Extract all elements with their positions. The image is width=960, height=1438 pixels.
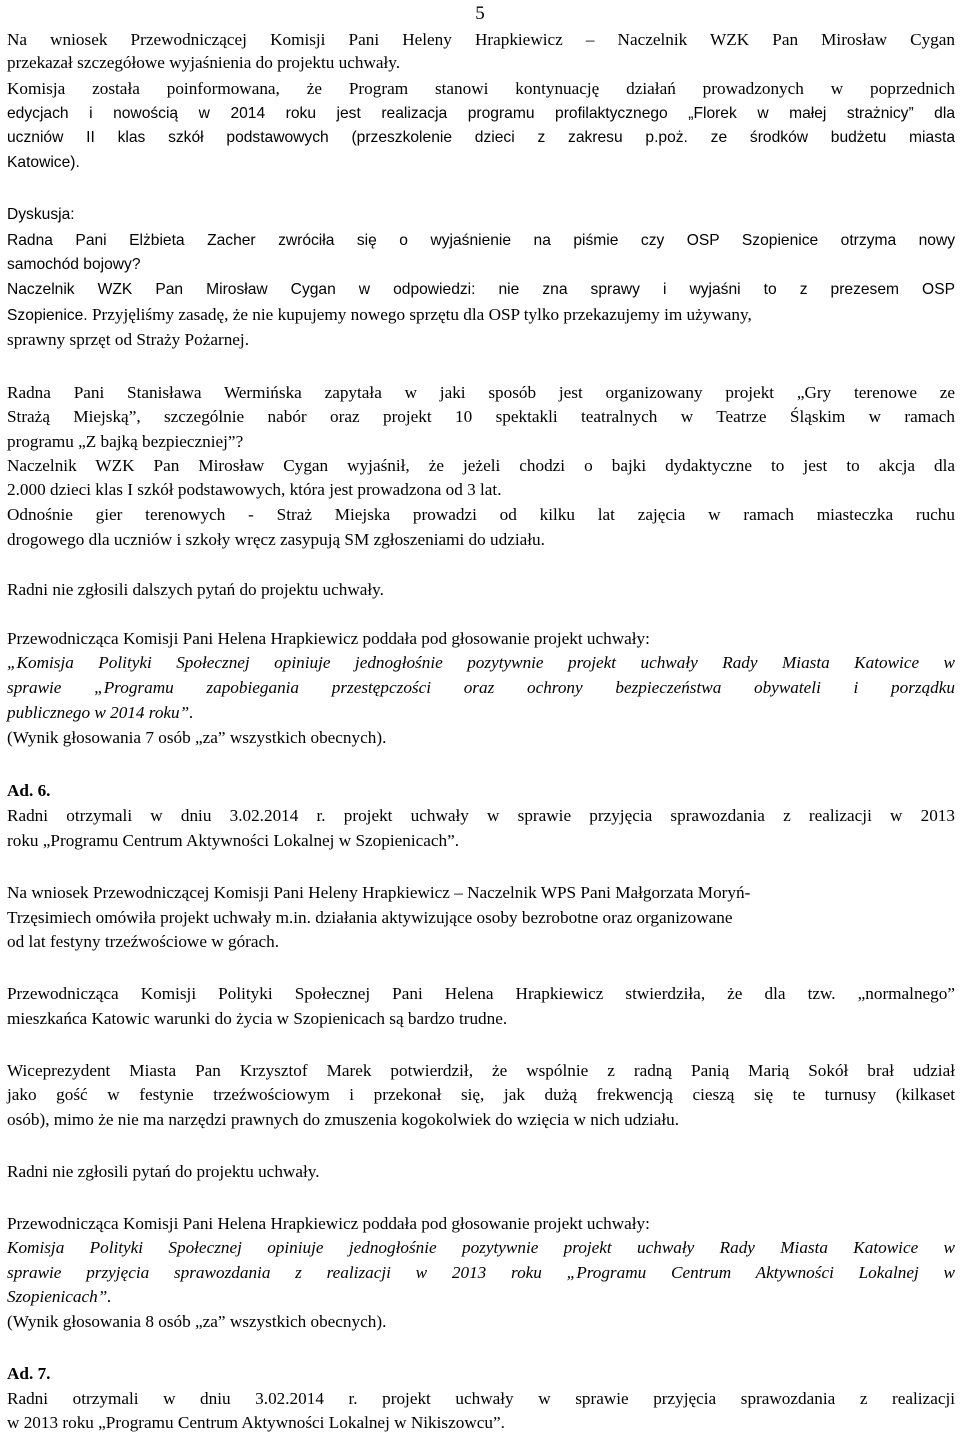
text-line: Przewodnicząca Komisji Pani Helena Hrapkiewicz poddała pod głosowanie projekt uchwały: [7,1214,650,1233]
text-line: Przewodnicząca Komisji Polityki Społecznej Pani Helena Hrapkiewicz stwierdziła, że dla tzw. „normalnego” [7,984,955,1003]
text-line [7,303,752,328]
text-line: Katowice). [7,154,80,171]
text-line: Na wniosek Przewodniczącej Komisji Pani Heleny Hrapkiewicz – Naczelnik WZK Pan Mirosław Cygan [7,30,955,49]
text-line: Radni otrzymali w dniu 3.02.2014 r. projekt uchwały w sprawie przyjęcia sprawozdania z realizacji [7,1389,955,1408]
text-line: Radna Pani Elżbieta Zacher zwróciła się o wyjaśnienie na piśmie czy OSP Szopienice otrzyma nowy [7,232,955,249]
text-line: sprawny sprzęt od Straży Pożarnej. [7,330,249,349]
resolution-text: sprawie przyjęcia sprawozdania z realizacji w 2013 roku „Programu Centrum Aktywności Lokalnej w [7,1263,955,1282]
text-line: Radni otrzymali w dniu 3.02.2014 r. projekt uchwały w sprawie przyjęcia sprawozdania z realizacji w 2013 [7,806,955,825]
text-line: roku „Programu Centrum Aktywności Lokalnej w Szopienicach”. [7,831,460,850]
agenda-item-heading: Ad. 7. [7,1364,51,1383]
text-line: Strażą Miejską”, szczególnie nabór oraz projekt 10 spektakli teatralnych w Teatrze Śląskim w ramach [7,407,955,426]
page-number: 5 [475,3,485,24]
text-line: Przewodnicząca Komisji Pani Helena Hrapkiewicz poddała pod głosowanie projekt uchwały: [7,629,650,648]
text-line: jako gość w festynie trzeźwościowym i przekonał się, jak dużą frekwencją cieszą się te turnusy (kilkaset [7,1085,955,1104]
text-fragment: Szopienice. [7,307,92,324]
text-line: Naczelnik WZK Pan Mirosław Cygan w odpowiedzi: nie zna sprawy i wyjaśni to z prezesem OSP [7,281,955,298]
text-line: Na wniosek Przewodniczącej Komisji Pani Heleny Hrapkiewicz – Naczelnik WPS Pani Małgorzata Moryń- [7,883,751,902]
text-line: osób), mimo że nie ma narzędzi prawnych do zmuszenia kogokolwiek do wzięcia w nich udziału. [7,1110,679,1129]
agenda-item-heading: Ad. 6. [7,781,51,800]
text-line: Trzęsimiech omówiła projekt uchwały m.in. działania aktywizujące osoby bezrobotne oraz organizowane [7,908,733,927]
text-line: Radni nie zgłosili dalszych pytań do projektu uchwały. [7,580,384,599]
text-line: Naczelnik WZK Pan Mirosław Cygan wyjaśnił, że jeżeli chodzi o bajki dydaktyczne to jest to akcja dla [7,456,955,475]
text-line: mieszkańca Katowic warunki do życia w Szopienicach są bardzo trudne. [7,1009,508,1028]
text-line: przekazał szczegółowe wyjaśnienia do projektu uchwały. [7,53,401,72]
text-line: 2.000 dzieci klas I szkół podstawowych, która jest prowadzona od 3 lat. [7,480,502,499]
text-line: Odnośnie gier terenowych - Straż Miejska prowadzi od kilku lat zajęcia w ramach miasteczka ruchu [7,505,955,524]
text-line: Radna Pani Stanisława Wermińska zapytała w jaki sposób jest organizowany projekt „Gry terenowe ze [7,383,955,402]
section-heading-dyskusja: Dyskusja: [7,206,75,223]
text-line: drogowego dla uczniów i szkoły wręcz zasypują SM zgłoszeniami do udziału. [7,530,545,549]
text-line: Wiceprezydent Miasta Pan Krzysztof Marek potwierdził, że wspólnie z radną Panią Marią Sokół brał udział [7,1061,955,1080]
resolution-text: Komisja Polityki Społecznej opiniuje jednogłośnie pozytywnie projekt uchwały Rady Miasta Katowice w [7,1238,955,1257]
vote-result: (Wynik głosowania 7 osób „za” wszystkich obecnych). [7,728,387,747]
resolution-text: publicznego w 2014 roku”. [7,703,194,722]
text-line: Komisja została poinformowana, że Program stanowi kontynuację działań prowadzonych w poprzednich [7,79,955,98]
vote-result: (Wynik głosowania 8 osób „za” wszystkich obecnych). [7,1312,387,1331]
text-line: edycjach i nowością w 2014 roku jest realizacja programu profilaktycznego „Florek w małej strażnicy” dla [7,105,955,122]
text-line: samochód bojowy? [7,256,141,273]
text-line: Radni nie zgłosili pytań do projektu uchwały. [7,1162,320,1181]
text-line: od lat festyny trzeźwościowe w górach. [7,932,280,951]
text-line: programu „Z bajką bezpieczniej”? [7,432,244,451]
text-line: w 2013 roku „Programu Centrum Aktywności Lokalnej w Nikiszowcu”. [7,1413,505,1432]
text-line: uczniów II klas szkół podstawowych (przeszkolenie dzieci z zakresu p.poż. ze środków budżetu miasta [7,129,955,146]
resolution-text: sprawie „Programu zapobiegania przestępczości oraz ochrony bezpieczeństwa obywateli i porządku [7,678,955,697]
resolution-text: „Komisja Polityki Społecznej opiniuje jednogłośnie pozytywnie projekt uchwały Rady Miasta Katowice w [7,653,955,672]
resolution-text: Szopienicach”. [7,1287,112,1306]
text-fragment: Przyjęliśmy zasadę, że nie kupujemy nowego sprzętu dla OSP tylko przekazujemy im używany, [91,305,752,324]
